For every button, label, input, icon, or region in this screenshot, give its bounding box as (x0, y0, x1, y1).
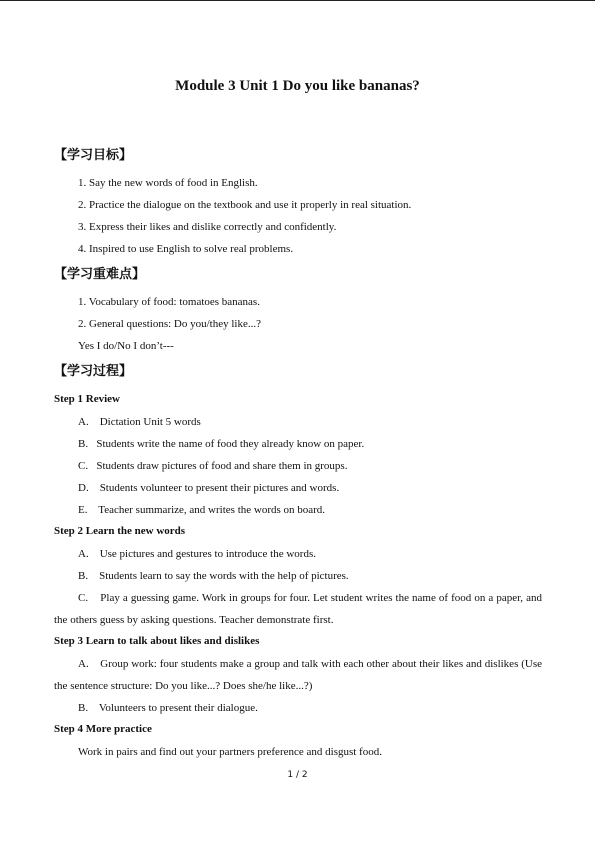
step-3-item: B. Volunteers to present their dialogue. (78, 702, 258, 714)
key-point-item: 1. Vocabulary of food: tomatoes bananas. (78, 296, 260, 308)
step-3-title: Step 3 Learn to talk about likes and dislikes (54, 635, 260, 647)
objective-item: 1. Say the new words of food in English. (78, 177, 258, 189)
step-2-item: B. Students learn to say the words with the help of pictures. (78, 570, 349, 582)
top-rule (0, 0, 595, 1)
step-1-item: C. Students draw pictures of food and share them in groups. (78, 460, 348, 472)
key-points-heading: 【学习重难点】 (54, 267, 146, 282)
step-2-paragraph: C. Play a guessing game. Work in groups for four. Let student writes the name of food on a paper, and the others guess by asking questions. Teacher demonstrate first. (54, 592, 542, 626)
step-2-title: Step 2 Learn the new words (54, 525, 186, 537)
step-2-item: A. Use pictures and gestures to introduce the words. (78, 548, 316, 560)
step-1-item: D. Students volunteer to present their pictures and words. (78, 482, 340, 494)
step-1-item: B. Students write the name of food they already know on paper. (78, 438, 365, 450)
key-point-item: 2. General questions: Do you/they like...? (78, 318, 261, 330)
step-1-item: A. Dictation Unit 5 words (78, 416, 201, 428)
objective-item: 2. Practice the dialogue on the textbook and use it properly in real situation. (78, 199, 412, 211)
process-heading: 【学习过程】 (54, 364, 133, 379)
step-4-title: Step 4 More practice (54, 723, 152, 735)
objective-item: 3. Express their likes and dislike correctly and confidently. (78, 221, 337, 233)
step-4-item: Work in pairs and find out your partners preference and disgust food. (78, 746, 382, 758)
objectives-heading: 【学习目标】 (54, 148, 133, 163)
step-1-item: E. Teacher summarize, and writes the words on board. (78, 504, 326, 516)
page-number: 1 / 2 (287, 770, 308, 780)
document-title: Module 3 Unit 1 Do you like bananas? (175, 78, 420, 94)
objective-item: 4. Inspired to use English to solve real problems. (78, 243, 294, 255)
step-1-title: Step 1 Review (54, 393, 120, 405)
step-3-paragraph: A. Group work: four students make a group and talk with each other about their likes and dislikes (Use the sentence structure: Do you like...? Does she/he like...?) (54, 658, 542, 692)
key-point-item: Yes I do/No I don’t--- (78, 340, 174, 352)
